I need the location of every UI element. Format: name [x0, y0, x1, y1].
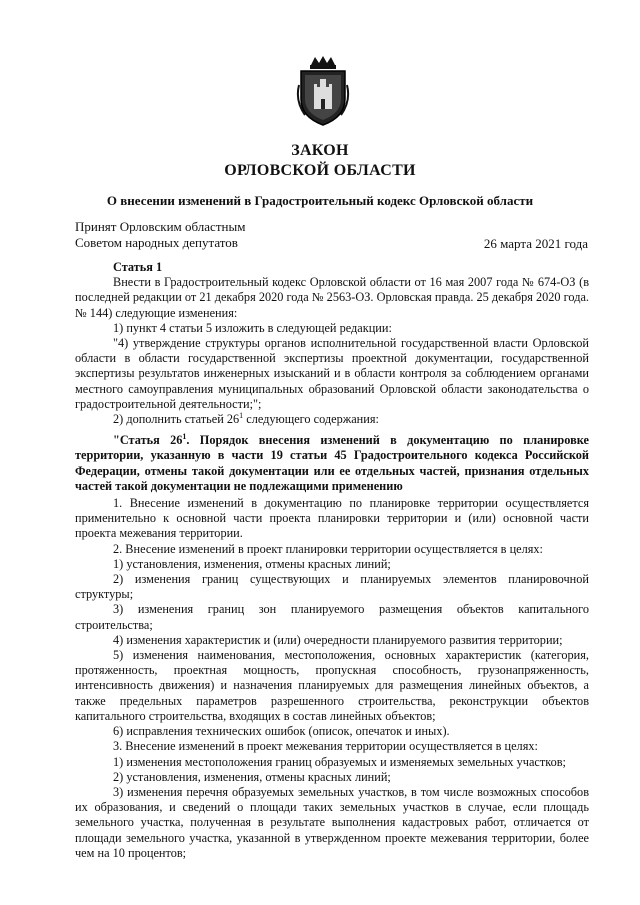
- item-1-text: "4) утверждение структуры органов исполнительной государственной власти Орловской области в области государственной экспертизы проектной документации, государственной экспертизы результатов инженерных изысканий и в области контроля за соблюдением органами местного самоуправления муниципальных образований Орловской области законодательства о градостроительной деятельности;";: [75, 336, 589, 411]
- paragraph-2-item-5: 5) изменения наименования, местоположения, основных характеристик (категория, протяженность, проектная мощность, пропускная способность, грузонапряженность, интенсивность движения) и назначения планируемых для размещения линейных объектов, а также предельных параметров разрешенного строительства, реконструкции объектов капитального строительства, входящих в состав линейных объектов;: [75, 648, 589, 723]
- paragraph-1: 1. Внесение изменений в документацию по планировке территории осуществляется применительно к основной части проекта планировки территории и (или) основной части проекта межевания территории.: [75, 496, 589, 541]
- law-body: [75, 260, 589, 861]
- law-title: ЗАКОН: [291, 142, 349, 159]
- paragraph-3: 3. Внесение изменений в проект межевания территории осуществляется в целях:: [113, 739, 538, 754]
- item-1: 1) пункт 4 статьи 5 изложить в следующей редакции:: [113, 320, 392, 335]
- item-2: 2) дополнить статьей $26^1$ следующего содержания:: [113, 410, 379, 427]
- paragraph-3-item-3: 3) изменения перечня образуемых земельных участков, в том числе возможных способов их образования, и сведений о площади таких земельных участков в случае, если площадь земельного участка, полученная в результате выполнения кадастровых работ, отличается от площади земельного участка, указанной в утвержденном проекте межевания территории, более чем на 10 процентов;: [75, 784, 589, 860]
- coat-of-arms-icon: [295, 55, 351, 127]
- article-heading: Статья 1: [113, 260, 163, 274]
- paragraph-2-item-4: 4) изменения характеристик и (или) очередности планируемого развития территории;: [113, 632, 563, 647]
- paragraph-3-item-1: 1) изменения местоположения границ образуемых и изменяемых земельных участков;: [113, 754, 566, 769]
- new-article-heading: "Статья $26^1$. Порядок внесения изменений в документацию по планировке территории, указанную в части 19 статьи 45 Градостроительного кодекса Российской Федерации, отмены такой документации или ее отдельных частей, признания отдельных частей такой документации не подлежащими применению: [75, 432, 589, 493]
- article-intro: Внести в Градостроительный кодекс Орловской области от 16 мая 2007 года № 674-ОЗ (в последней редакции от 21 декабря 2020 года № 2563-ОЗ. Орловская правда. 25 декабря 2020 года. № 144) следующие изменения:: [75, 275, 589, 320]
- paragraph-3-item-2: 2) установления, изменения, отмены красных линий;: [113, 769, 391, 784]
- paragraph-2-item-3: 3) изменения границ зон планируемого размещения объектов капитального строительства;: [75, 602, 589, 632]
- paragraph-2-item-2: 2) изменения границ существующих и планируемых элементов планировочной структуры;: [75, 572, 589, 602]
- law-subtitle: О внесении изменений в Градостроительный кодекс Орловской области: [106, 193, 534, 208]
- adoption-note: [75, 219, 245, 251]
- paragraph-2-item-6: 6) исправления технических ошибок (описок, опечаток и иных).: [113, 724, 450, 739]
- adoption-date: 26 марта 2021 года: [483, 236, 588, 251]
- paragraph-2-item-1: 1) установления, изменения, отмены красных линий;: [113, 556, 391, 571]
- region-title: ОРЛОВСКОЙ ОБЛАСТИ: [224, 162, 416, 179]
- adoption-line-2: Советом народных депутатов: [75, 235, 238, 250]
- adoption-line-1: Принят Орловским областным: [75, 219, 246, 234]
- paragraph-2: 2. Внесение изменений в проект планировки территории осуществляется в целях:: [113, 541, 543, 556]
